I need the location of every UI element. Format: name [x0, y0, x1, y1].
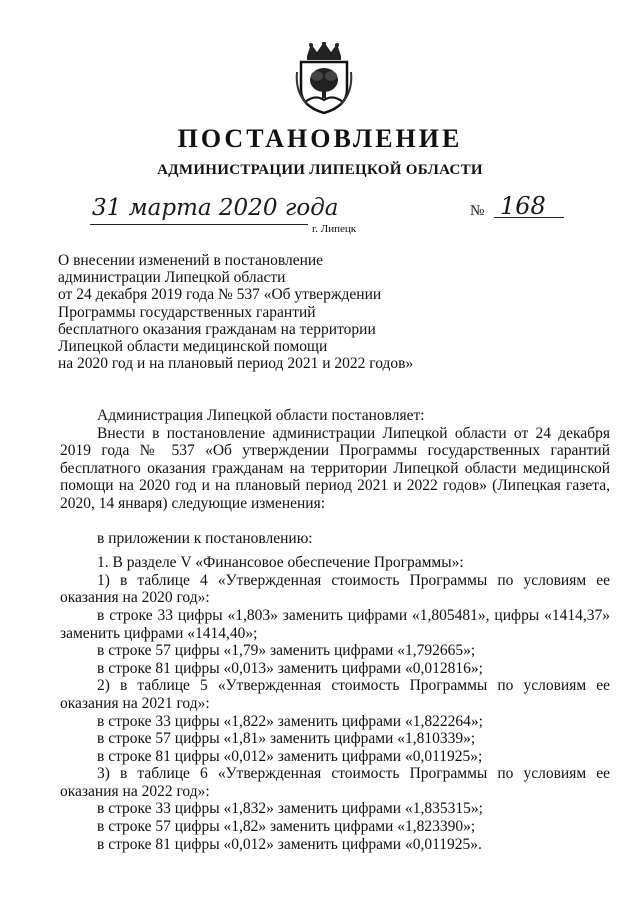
- document-subject: [58, 252, 458, 372]
- subject-line: Программы государственных гарантий: [58, 303, 316, 321]
- subject-line: от 24 декабря 2019 года № 537 «Об утверждении: [58, 286, 382, 304]
- table-6-paragraph: 3) в таблице 6 «Утвержденная стоимость Программы по условиям ее оказания на 2022 год»:: [60, 765, 610, 800]
- subject-line: администрации Липецкой области: [58, 269, 286, 287]
- table-4-row-81: в строке 81 цифры «0,013» заменить цифрами «0,012816»;: [97, 659, 483, 677]
- table-4-row-33: в строке 33 цифры «1,803» заменить цифрами «1,805481», цифры «1414,37» заменить цифрами «1414,40»;: [60, 606, 610, 642]
- document-type-title: ПОСТАНОВЛЕНИЕ: [177, 124, 463, 153]
- handwritten-date: 31 марта 2020 года: [92, 195, 339, 221]
- section-heading: 1. В разделе V «Финансовое обеспечение Программы»:: [97, 554, 464, 572]
- subject-line: О внесении изменений в постановление: [58, 252, 324, 269]
- number-sign: №: [470, 203, 485, 219]
- issuer-title: АДМИНИСТРАЦИИ ЛИПЕЦКОЙ ОБЛАСТИ: [157, 162, 483, 178]
- table-4-paragraph: 1) в таблице 4 «Утвержденная стоимость Программы по условиям ее оказания на 2020 год»:: [60, 571, 610, 607]
- table-4-row-57: в строке 57 цифры «1,79» заменить цифрами «1,792665»;: [97, 642, 476, 660]
- subject-line: на 2020 год и на плановый период 2021 и 2022 годов»: [58, 355, 414, 373]
- lipetsk-coat-of-arms-icon: [293, 42, 355, 114]
- resolves-paragraph: Администрация Липецкой области постановляет:: [97, 407, 425, 424]
- annex-paragraph: в приложении к постановлению:: [97, 529, 313, 547]
- subject-line: бесплатного оказания гражданам на территории: [58, 320, 376, 338]
- intro-paragraph: Внести в постановление администрации Липецкой области от 24 декабря 2019 года № 537 «Об утверждении Программы государственных гарантий бесплатного оказания гражданам на территории Липецкой области медицинской помощи на 2020 год и на плановый период 2021 и 2022 годов» (Липецкая газета, 2020, 14 января) следующие изменения:: [60, 424, 610, 512]
- table-5-paragraph: 2) в таблице 5 «Утвержденная стоимость Программы по условиям ее оказания на 2021 год»:: [60, 677, 610, 712]
- number-underline: [494, 217, 564, 218]
- table-6-row-33: в строке 33 цифры «1,832» заменить цифрами «1,835315»;: [97, 800, 483, 818]
- table-5-row-33: в строке 33 цифры «1,822» заменить цифрами «1,822264»;: [97, 712, 483, 730]
- table-5-row-57: в строке 57 цифры «1,81» заменить цифрами «1,810339»;: [97, 730, 476, 748]
- subject-line: Липецкой области медицинской помощи: [58, 338, 328, 356]
- table-6-row-81: в строке 81 цифры «0,012» заменить цифрами «0,011925».: [97, 835, 482, 853]
- table-5-row-81: в строке 81 цифры «0,012» заменить цифрами «0,011925»;: [97, 747, 483, 765]
- date-underline: [90, 224, 308, 225]
- document-body: [60, 407, 610, 853]
- handwritten-number: 168: [500, 192, 546, 220]
- city-label: г. Липецк: [312, 223, 357, 235]
- table-6-row-57: в строке 57 цифры «1,82» заменить цифрами «1,823390»;: [97, 818, 476, 836]
